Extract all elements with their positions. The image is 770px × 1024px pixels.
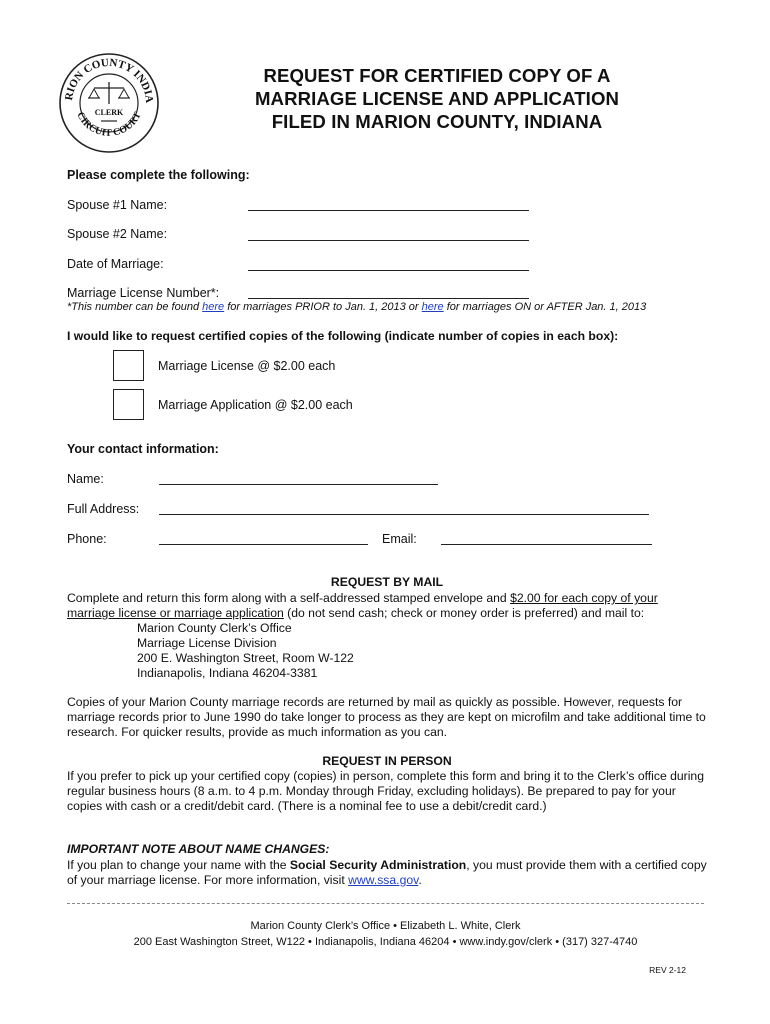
footer-line-2: 200 East Washington Street, W122 • Indianapolis, Indiana 46204 • www.indy.gov/clerk • (317) 327-4740 — [133, 936, 638, 948]
address-line: Marriage License Division — [137, 636, 277, 650]
svg-text:CLERK: CLERK — [94, 108, 124, 117]
note-prefix: *This number can be found — [67, 301, 203, 313]
title-line-1: REQUEST FOR CERTIFIED COPY OF A — [263, 65, 611, 86]
application-copies-label: Marriage Application @ $2.00 each — [158, 398, 353, 412]
marriage-date-label: Date of Marriage: — [67, 257, 164, 271]
license-number-field[interactable] — [248, 298, 529, 299]
clerk-seal-logo — [58, 52, 160, 154]
note-middle: for marriages PRIOR to Jan. 1, 2013 or — [224, 301, 422, 313]
address-field[interactable] — [159, 514, 649, 515]
person-heading: REQUEST IN PERSON — [322, 754, 452, 768]
license-number-note — [67, 301, 646, 313]
copies-turnaround-paragraph: Copies of your Marion County marriage records are returned by mail as quickly as possible. However, requests for marriage records prior to June 1990 do take longer to process as they are kept on microfilm and take additional time to research. For quicker results, provide as much information as you can. — [67, 695, 706, 739]
copies-heading: I would like to request certified copies of the following (indicate number of copies in each box): — [67, 329, 619, 343]
mail-heading: REQUEST BY MAIL — [330, 575, 444, 589]
name-label: Name: — [67, 472, 104, 486]
mail-fee-text: $2.00 for each copy of your — [510, 591, 658, 605]
footer-line-1: Marion County Clerk’s Office • Elizabeth L. White, Clerk — [250, 920, 521, 932]
revision-label: REV 2-12 — [649, 965, 686, 975]
title-line-3: FILED IN MARION COUNTY, INDIANA — [271, 111, 603, 132]
person-paragraph: If you prefer to pick up your certified copy (copies) in person, complete this form and bring it to the Clerk’s office during regular business hours (8 a.m. to 4 p.m. Monday through Friday, excluding holidays). Be prepared to pay for your copies with cash or a credit/debit card. (There is a nominal fee to use a debit/credit card.) — [67, 769, 704, 813]
svg-text:MARION COUNTY INDIANA: RION COUNTY INDIA — [62, 56, 156, 104]
spouse2-label: Spouse #2 Name: — [67, 227, 168, 241]
address-label: Full Address: — [67, 502, 140, 516]
name-field[interactable] — [159, 484, 438, 485]
email-field[interactable] — [441, 544, 652, 545]
license-copies-label: Marriage License @ $2.00 each — [158, 359, 336, 373]
ssa-name: Social Security Administration — [289, 858, 467, 872]
mail-instructions — [67, 591, 707, 621]
spouse2-field[interactable] — [248, 240, 529, 241]
spouse1-label: Spouse #1 Name: — [67, 198, 168, 212]
page-title — [226, 64, 648, 133]
footer-divider — [67, 903, 704, 904]
license-number-label: Marriage License Number*: — [67, 286, 220, 300]
mailing-address — [67, 621, 707, 681]
address-line: 200 E. Washington Street, Room W-122 — [137, 651, 354, 665]
marriage-date-field[interactable] — [248, 270, 529, 271]
address-line: Indianapolis, Indiana 46204-3381 — [137, 666, 318, 680]
svg-text:CIRCUIT COURT: CIRCUIT COURT — [74, 110, 144, 139]
phone-label: Phone: — [67, 532, 107, 546]
form-instruction: Please complete the following: — [67, 168, 250, 182]
name-change-heading: IMPORTANT NOTE ABOUT NAME CHANGES: — [67, 842, 330, 856]
title-line-2: MARRIAGE LICENSE AND APPLICATION — [254, 88, 620, 109]
mail-doc-text: marriage license or marriage application — [67, 606, 284, 620]
contact-heading: Your contact information: — [67, 442, 219, 456]
license-copies-box[interactable] — [113, 350, 144, 381]
email-label: Email: — [382, 532, 417, 546]
spouse1-field[interactable] — [248, 210, 529, 211]
here-link-after[interactable]: here — [421, 301, 444, 313]
here-link-prior[interactable]: here — [202, 301, 225, 313]
mail-text-1: Complete and return this form along with a self-addressed stamped envelope and — [67, 591, 511, 605]
name-change-text-1: If you plan to change your name with the — [67, 858, 290, 872]
note-suffix: for marriages ON or AFTER Jan. 1, 2013 — [443, 301, 647, 313]
ssa-link[interactable]: www.ssa.gov — [348, 873, 419, 887]
name-change-text-2: , you must provide them with a certified copy of your marriage license. For more information, visit — [67, 858, 707, 887]
phone-field[interactable] — [159, 544, 368, 545]
mail-text-2: (do not send cash; check or money order is preferred) and mail to: — [283, 606, 645, 620]
application-copies-box[interactable] — [113, 389, 144, 420]
name-change-paragraph — [67, 858, 707, 888]
name-change-text-3: . — [418, 873, 422, 887]
address-line: Marion County Clerk’s Office — [137, 621, 292, 635]
